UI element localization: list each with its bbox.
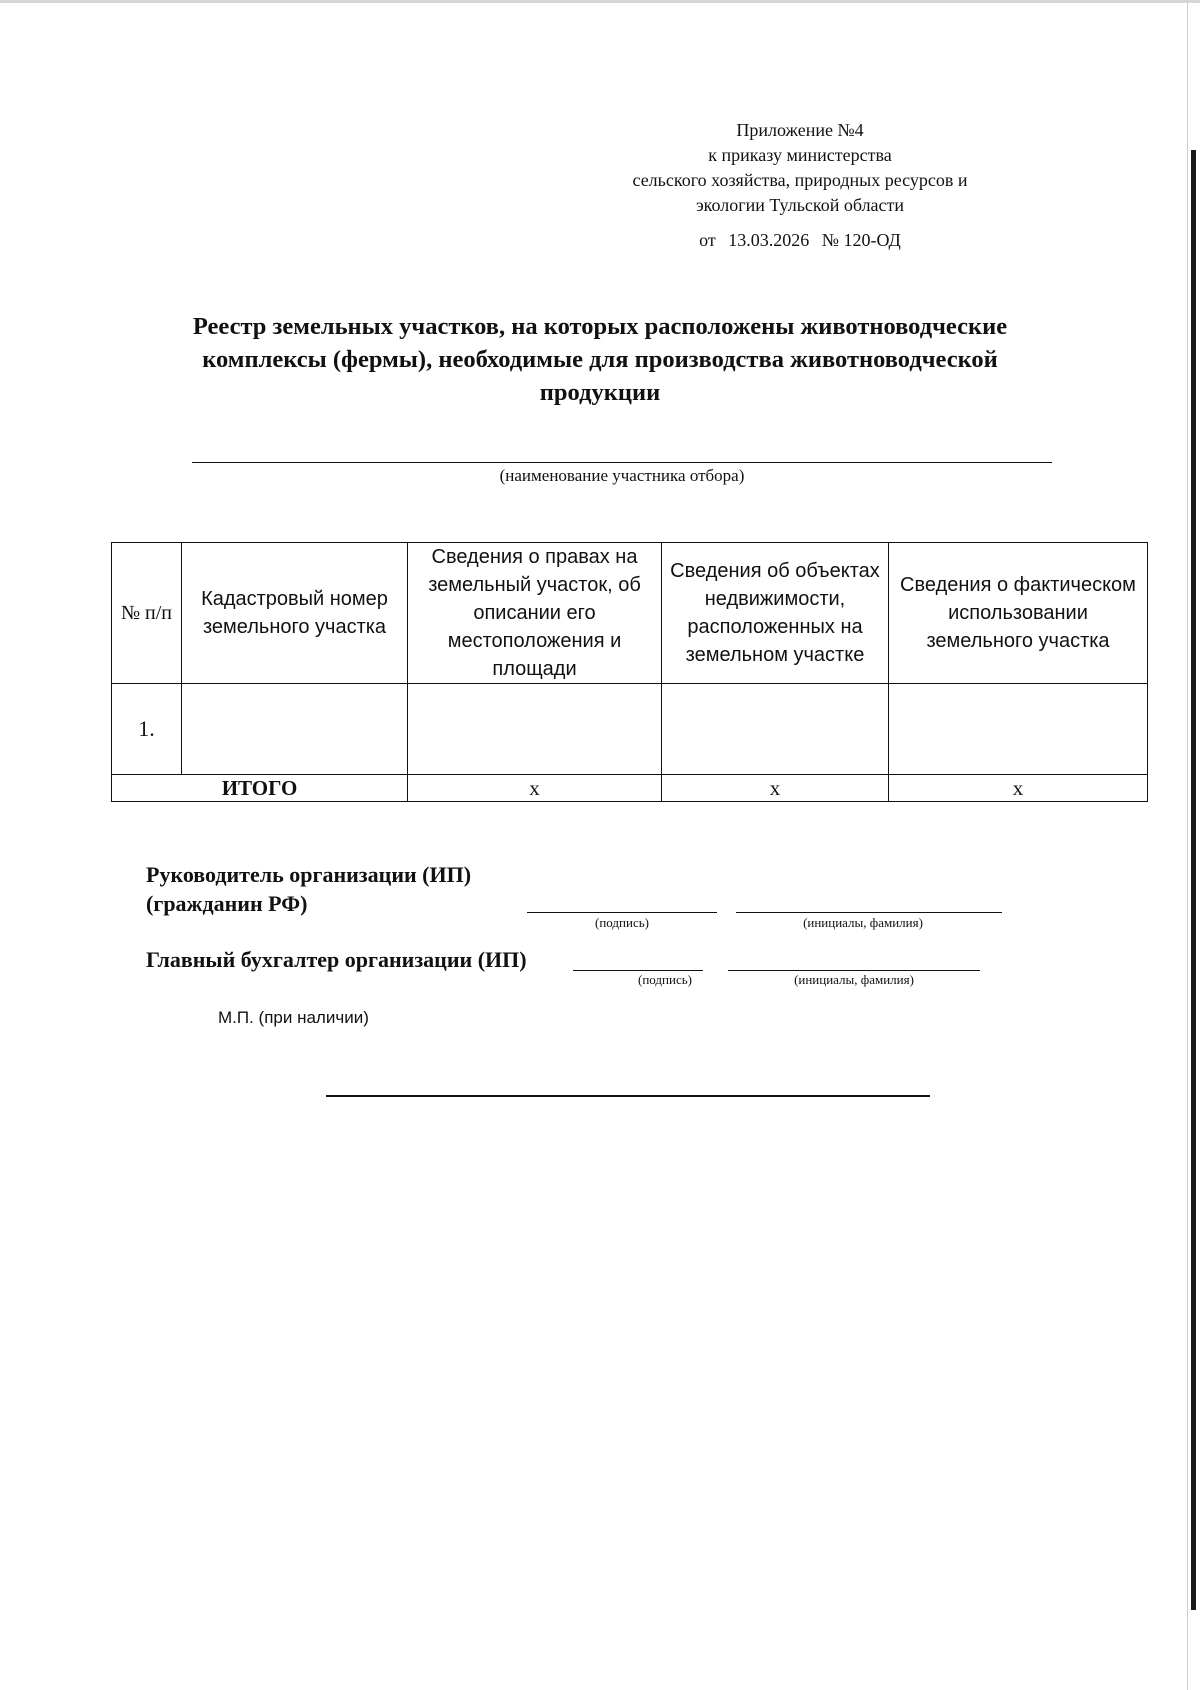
actual-use-cell [889, 684, 1148, 775]
order-date-line [590, 228, 1010, 253]
header-actual-use: Сведения о фактическом использовании земельного участка [889, 543, 1148, 684]
head-signature-caption: (подпись) [595, 915, 649, 930]
stamp-place: М.П. (при наличии) [218, 1008, 369, 1027]
head-title-line-2: (гражданин РФ) [146, 891, 308, 916]
header-number: № п/п [112, 543, 182, 684]
total-label: ИТОГО [112, 775, 408, 802]
document-title [120, 310, 1080, 409]
register-table [111, 542, 1148, 802]
accountant-signature-caption: (подпись) [638, 972, 692, 987]
participant-name-line [192, 462, 1052, 463]
land-rights-cell [408, 684, 662, 775]
title-line-1: Реестр земельных участков, на которых расположены животноводческие [192, 313, 1008, 340]
accountant-signature-line [573, 970, 703, 971]
appendix-header [590, 118, 1010, 253]
total-value-actual-use: х [889, 775, 1148, 802]
total-value-land-rights: х [408, 775, 662, 802]
document-end-line [326, 1095, 930, 1097]
header-real-estate-objects: Сведения об объектах недвижимости, расположенных на земельном участке [662, 543, 889, 684]
accountant-name-line [728, 970, 980, 971]
appendix-line-2: к приказу министерства [708, 145, 892, 165]
header-land-rights: Сведения о правах на земельный участок, об описании его местоположения и площади [408, 543, 662, 684]
order-date: 13.03.2026 [728, 230, 810, 250]
appendix-line-4: экологии Тульской области [695, 195, 905, 215]
row-number-cell: 1. [112, 684, 182, 775]
scan-top-edge [0, 0, 1200, 3]
order-date-prefix: от [699, 230, 716, 250]
participant-name-caption: (наименование участника отбора) [499, 466, 745, 485]
head-title-line-1: Руководитель организации (ИП) [146, 862, 472, 887]
order-number: № 120-ОД [821, 230, 901, 250]
head-signature-line [527, 912, 717, 913]
accountant-name-caption: (инициалы, фамилия) [794, 972, 914, 987]
scan-right-edge [1191, 150, 1196, 1610]
table-row [112, 684, 1148, 775]
scan-right-margin-line [1187, 0, 1188, 1690]
real-estate-cell [662, 684, 889, 775]
table-total-row [112, 775, 1148, 802]
accountant-title: Главный бухгалтер организации (ИП) [146, 947, 527, 972]
title-line-3: продукции [539, 379, 661, 406]
appendix-line-3: сельского хозяйства, природных ресурсов и [632, 170, 968, 190]
cadastral-number-cell [182, 684, 408, 775]
head-name-caption: (инициалы, фамилия) [803, 915, 923, 930]
table-header-row [112, 543, 1148, 684]
head-name-line [736, 912, 1002, 913]
header-cadastral-number: Кадастровый номер земельного участка [182, 543, 408, 684]
head-title [146, 860, 471, 918]
title-line-2: комплексы (фермы), необходимые для производства животноводческой [202, 346, 998, 373]
total-value-real-estate: х [662, 775, 889, 802]
appendix-line-1: Приложение №4 [736, 120, 864, 140]
